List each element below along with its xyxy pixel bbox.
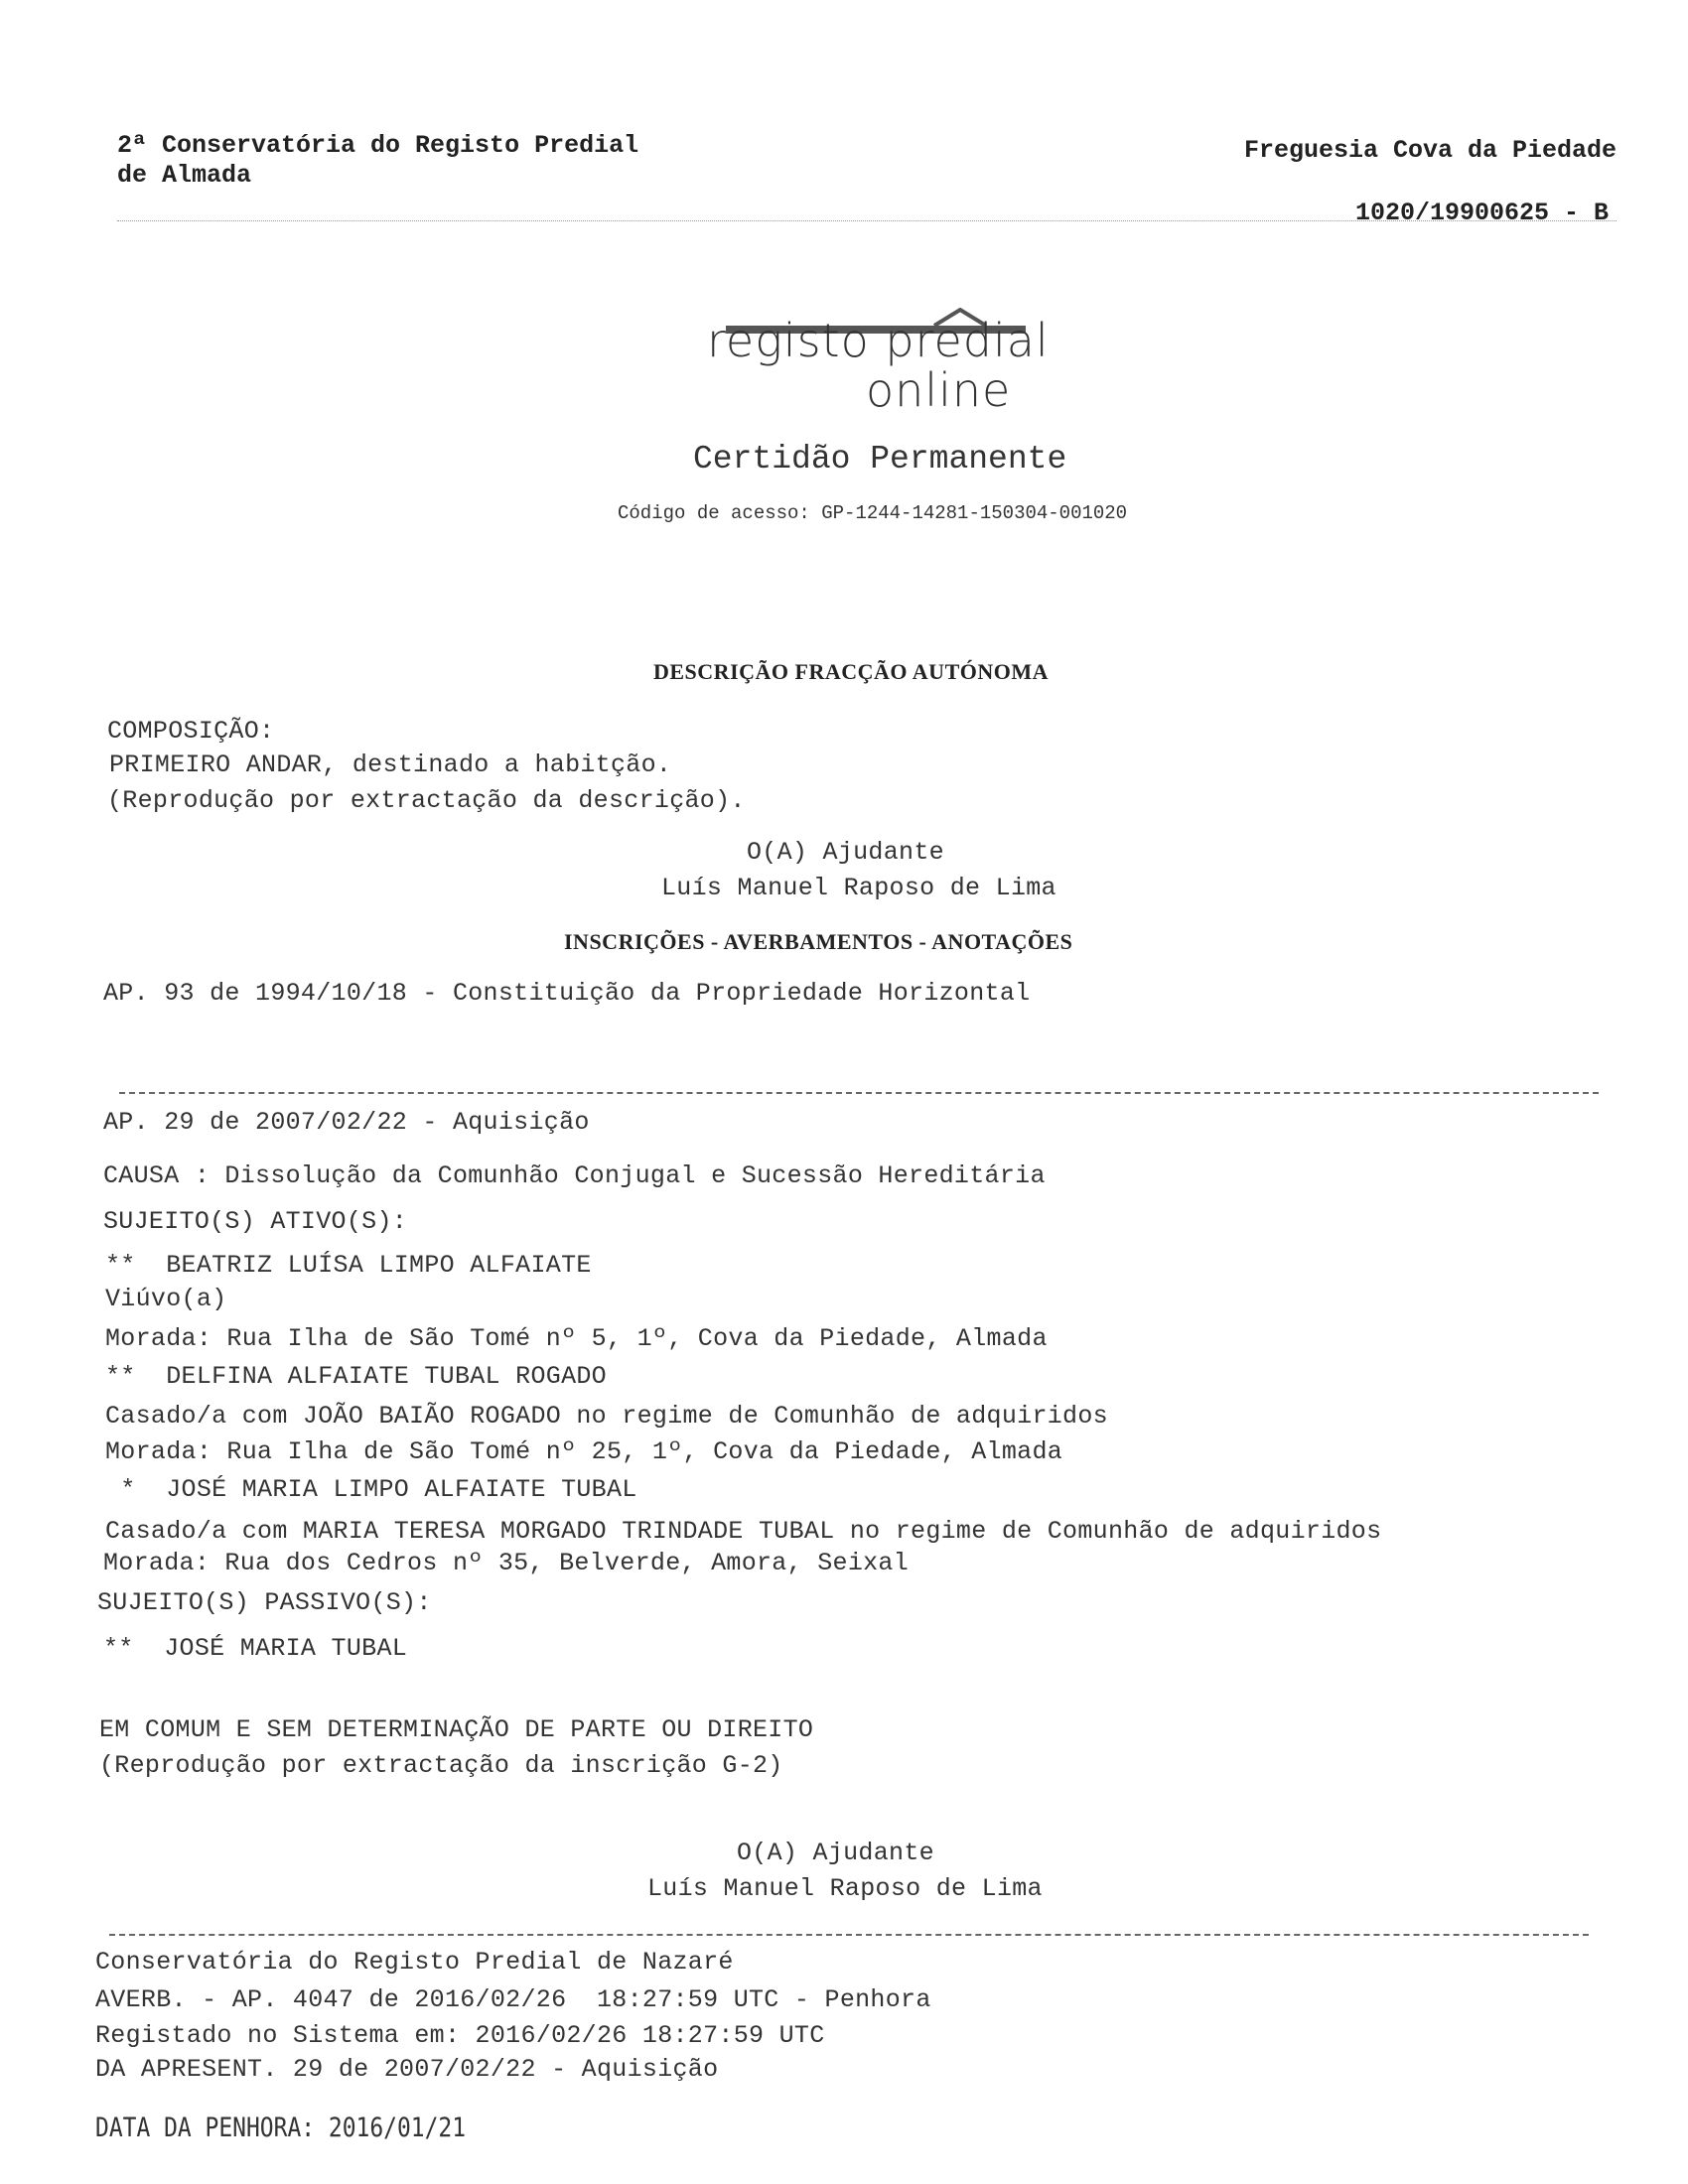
averb-line3: DA APRESENT. 29 de 2007/02/22 - Aquisição (95, 2055, 719, 2084)
inscriptions-heading: INSCRIÇÕES - AVERBAMENTOS - ANOTAÇÕES (564, 929, 1073, 954)
office-name-line2: de Almada (117, 161, 252, 190)
common-ownership-note: EM COMUM E SEM DETERMINAÇÃO DE PARTE OU DIREITO (99, 1715, 814, 1744)
description-signer-name: Luís Manuel Raposo de Lima (661, 874, 1056, 902)
parish-name: Freguesia Cova da Piedade (1243, 136, 1617, 165)
description-heading: DESCRIÇÃO FRACÇÃO AUTÓNOMA (653, 659, 1050, 684)
inscription-reproduction-note: (Reprodução por extractação da inscrição G-2) (99, 1751, 783, 1780)
office-name-line1: 2ª Conservatória do Registo Predial (117, 131, 639, 160)
subject-3-status: Casado/a com MARIA TERESA MORGADO TRINDADE TUBAL no regime de Comunhão de adquiridos (105, 1517, 1382, 1546)
certificate-title: Certidão Permanente (693, 441, 1067, 478)
logo-text-line1: registo predial (707, 314, 1050, 367)
active-subjects-label: SUJEITO(S) ATIVO(S): (103, 1207, 408, 1236)
entry-cause: CAUSA : Dissolução da Comunhão Conjugal e Sucessão Hereditária (103, 1161, 1046, 1190)
entry-ap29: AP. 29 de 2007/02/22 - Aquisição (103, 1108, 590, 1137)
description-reproduction-note: (Reprodução por extractação da descrição). (107, 786, 746, 815)
subject-3-address: Morada: Rua dos Cedros nº 35, Belverde, Amora, Seixal (103, 1549, 910, 1577)
subject-2-address: Morada: Rua Ilha de São Tomé nº 25, 1º, Cova da Piedade, Almada (105, 1437, 1063, 1466)
entry-ap93: AP. 93 de 1994/10/18 - Constituição da Propriedade Horizontal (103, 979, 1031, 1008)
inscription-signer-role: O(A) Ajudante (737, 1839, 934, 1867)
averb-office: Conservatória do Registo Predial de Nazaré (95, 1948, 734, 1977)
passive-subjects-label: SUJEITO(S) PASSIVO(S): (97, 1588, 432, 1617)
entry-separator (119, 1092, 1599, 1094)
averb-separator (109, 1934, 1589, 1936)
passive-subject-1-name: ** JOSÉ MARIA TUBAL (103, 1634, 408, 1663)
subject-2-name: ** DELFINA ALFAIATE TUBAL ROGADO (105, 1362, 607, 1391)
description-signer-role: O(A) Ajudante (747, 838, 944, 867)
subject-3-name: * JOSÉ MARIA LIMPO ALFAIATE TUBAL (105, 1475, 637, 1504)
subject-1-address: Morada: Rua Ilha de São Tomé nº 5, 1º, Cova da Piedade, Almada (105, 1324, 1048, 1353)
averb-line1: AVERB. - AP. 4047 de 2016/02/26 18:27:59 UTC - Penhora (95, 1985, 931, 2014)
averb-line2: Registado no Sistema em: 2016/02/26 18:27:59 UTC (95, 2021, 825, 2050)
subject-1-name: ** BEATRIZ LUÍSA LIMPO ALFAIATE (105, 1251, 592, 1280)
subject-1-status: Viúvo(a) (105, 1285, 227, 1313)
inscription-signer-name: Luís Manuel Raposo de Lima (647, 1874, 1043, 1903)
composition-text: PRIMEIRO ANDAR, destinado a habitção. (109, 751, 672, 779)
logo-text-line2: online (866, 363, 1012, 417)
property-reference: 1020/19900625 - B (1354, 199, 1609, 227)
penhora-date: DATA DA PENHORA: 2016/01/21 (95, 2113, 467, 2143)
subject-2-status: Casado/a com JOÃO BAIÃO ROGADO no regime de Comunhão de adquiridos (105, 1402, 1108, 1431)
access-code: Código de acesso: GP-1244-14281-150304-001020 (618, 502, 1128, 524)
composition-label: COMPOSIÇÃO: (107, 717, 275, 746)
header-divider (117, 220, 1617, 221)
